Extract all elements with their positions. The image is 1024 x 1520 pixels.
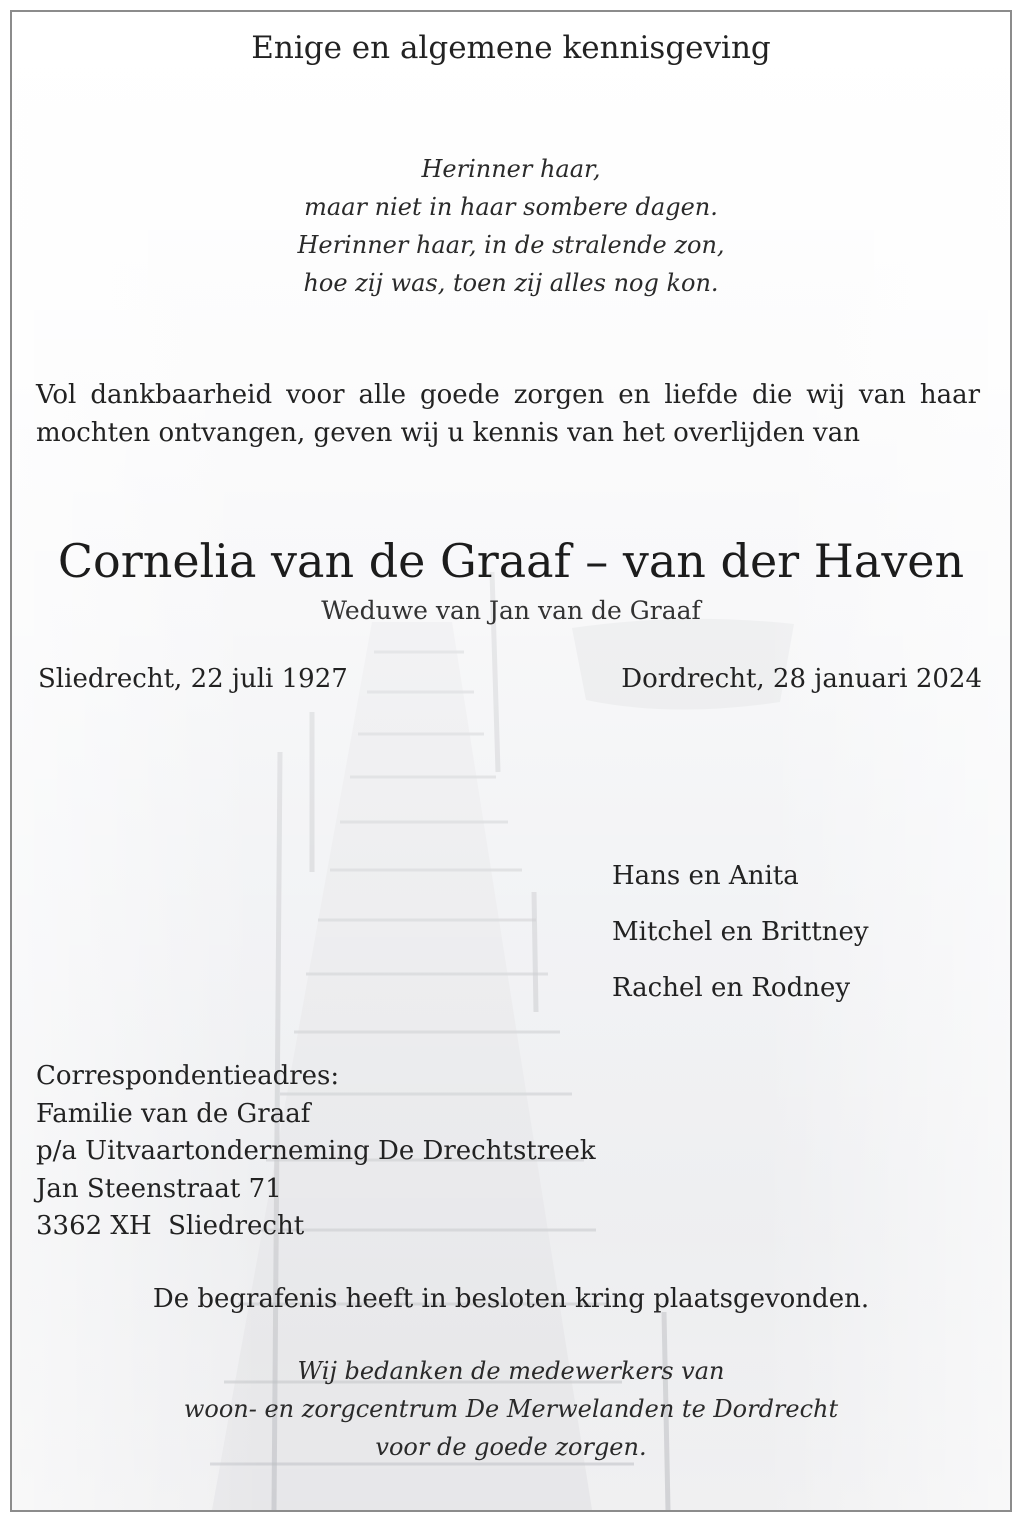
notice-heading: Enige en algemene kennisgeving [251, 30, 771, 66]
widow-of: Weduwe van Jan van de Graaf [321, 596, 701, 625]
address-label: Correspondentieadres: [36, 1061, 340, 1091]
deceased-name: Cornelia van de Graaf – van der Haven [57, 534, 965, 588]
death-notice-card [10, 10, 1012, 1512]
family-list [612, 848, 869, 1016]
poem-line: Herinner haar, [421, 155, 601, 183]
address-line: Jan Steenstraat 71 [36, 1173, 282, 1204]
correspondence-address [36, 1058, 596, 1246]
intro-paragraph: Vol dankbaarheid voor alle goede zorgen en liefde die wij van haar mochten ontvangen, geven wij u kennis van het overlijden van [36, 380, 980, 448]
address-line: Familie van de Graaf [36, 1098, 311, 1129]
poem-line: Herinner haar, in de stralende zon, [297, 231, 725, 259]
poem [12, 150, 1010, 302]
funeral-statement: De begrafenis heeft in besloten kring plaatsgevonden. [152, 1284, 870, 1314]
birth-place-date: Sliedrecht, 22 juli 1927 [38, 664, 348, 694]
thanks-line: Wij bedanken de medewerkers van [297, 1357, 725, 1385]
family-member: Hans en Anita [612, 861, 799, 891]
thanks-line: woon- en zorgcentrum De Merwelanden te Dordrecht [183, 1395, 839, 1423]
poem-line: maar niet in haar sombere dagen. [304, 193, 718, 221]
death-place-date: Dordrecht, 28 januari 2024 [621, 664, 982, 694]
thanks-message [12, 1352, 1010, 1466]
address-line: 3362 XH Sliedrecht [36, 1211, 305, 1241]
address-line: p/a Uitvaartonderneming De Drechtstreek [36, 1136, 596, 1166]
family-member: Rachel en Rodney [612, 973, 851, 1003]
poem-line: hoe zij was, toen zij alles nog kon. [303, 269, 719, 297]
thanks-line: voor de goede zorgen. [375, 1433, 647, 1461]
family-member: Mitchel en Brittney [612, 917, 869, 947]
